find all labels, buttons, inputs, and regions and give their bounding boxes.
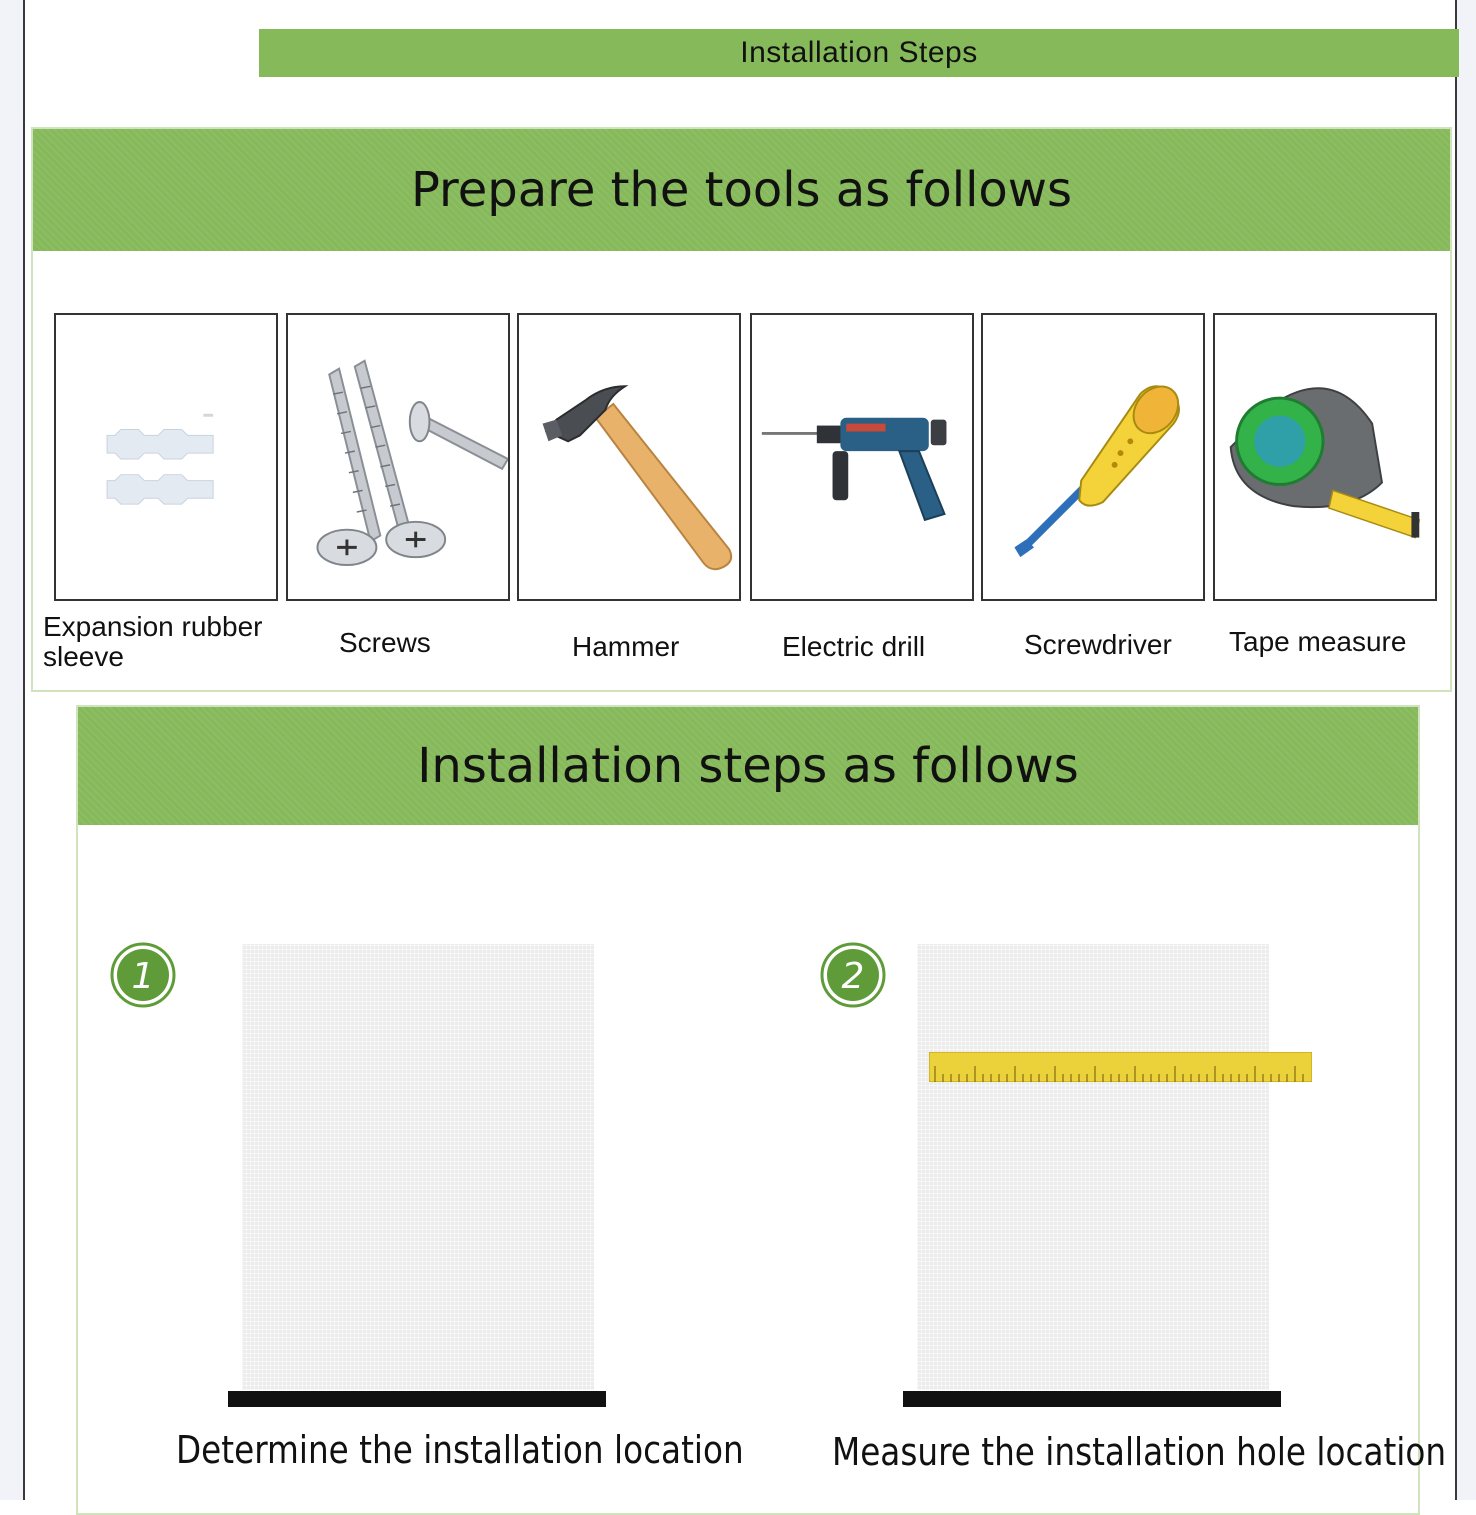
electric-drill-icon bbox=[752, 315, 972, 599]
tool-label-expansion-sleeve bbox=[43, 612, 262, 672]
page-left-margin bbox=[0, 0, 23, 1500]
tool-label-tape-measure: Tape measure bbox=[1229, 626, 1407, 657]
page-right-margin bbox=[1457, 0, 1476, 1500]
page-left-border bbox=[23, 0, 25, 1500]
step-2-number: 2 bbox=[841, 956, 865, 997]
tool-label-screwdriver: Screwdriver bbox=[1024, 629, 1172, 660]
screwdriver-card bbox=[981, 313, 1205, 601]
screws-icon bbox=[288, 315, 508, 599]
step-2-wall bbox=[917, 944, 1269, 1390]
step-1-badge bbox=[110, 942, 176, 1008]
tool-label-line-1: Expansion rubber bbox=[43, 611, 263, 642]
step-1-caption: Determine the installation location bbox=[176, 1428, 744, 1472]
step-2-badge bbox=[820, 942, 886, 1008]
steps-panel-header bbox=[78, 707, 1418, 825]
tool-label-screws: Screws bbox=[339, 627, 431, 658]
expansion-sleeve-icon bbox=[56, 315, 276, 599]
tape-measure-card bbox=[1213, 313, 1437, 601]
tools-section-title: Prepare the tools as follows bbox=[410, 162, 1073, 218]
expansion-sleeve-card bbox=[54, 313, 278, 601]
screws-card bbox=[286, 313, 510, 601]
tool-label-electric-drill: Electric drill bbox=[782, 631, 926, 662]
steps-section-title: Installation steps as follows bbox=[417, 738, 1079, 794]
step-1-number: 1 bbox=[131, 956, 155, 997]
electric-drill-card bbox=[750, 313, 974, 601]
hammer-icon bbox=[519, 315, 739, 599]
header-banner bbox=[259, 29, 1459, 77]
screwdriver-icon bbox=[983, 315, 1203, 599]
step-2-caption: Measure the installation hole location bbox=[832, 1430, 1447, 1474]
tool-label-line-2: sleeve bbox=[43, 641, 124, 672]
tool-label-hammer: Hammer bbox=[572, 631, 680, 662]
measuring-tape-icon bbox=[929, 1052, 1312, 1082]
tools-panel-header bbox=[33, 129, 1450, 251]
hammer-card bbox=[517, 313, 741, 601]
step-1-wall bbox=[242, 944, 594, 1390]
tape-measure-icon bbox=[1215, 315, 1435, 599]
header-title: Installation Steps bbox=[740, 36, 978, 69]
step-2-floor bbox=[903, 1391, 1281, 1407]
step-1-floor bbox=[228, 1391, 606, 1407]
